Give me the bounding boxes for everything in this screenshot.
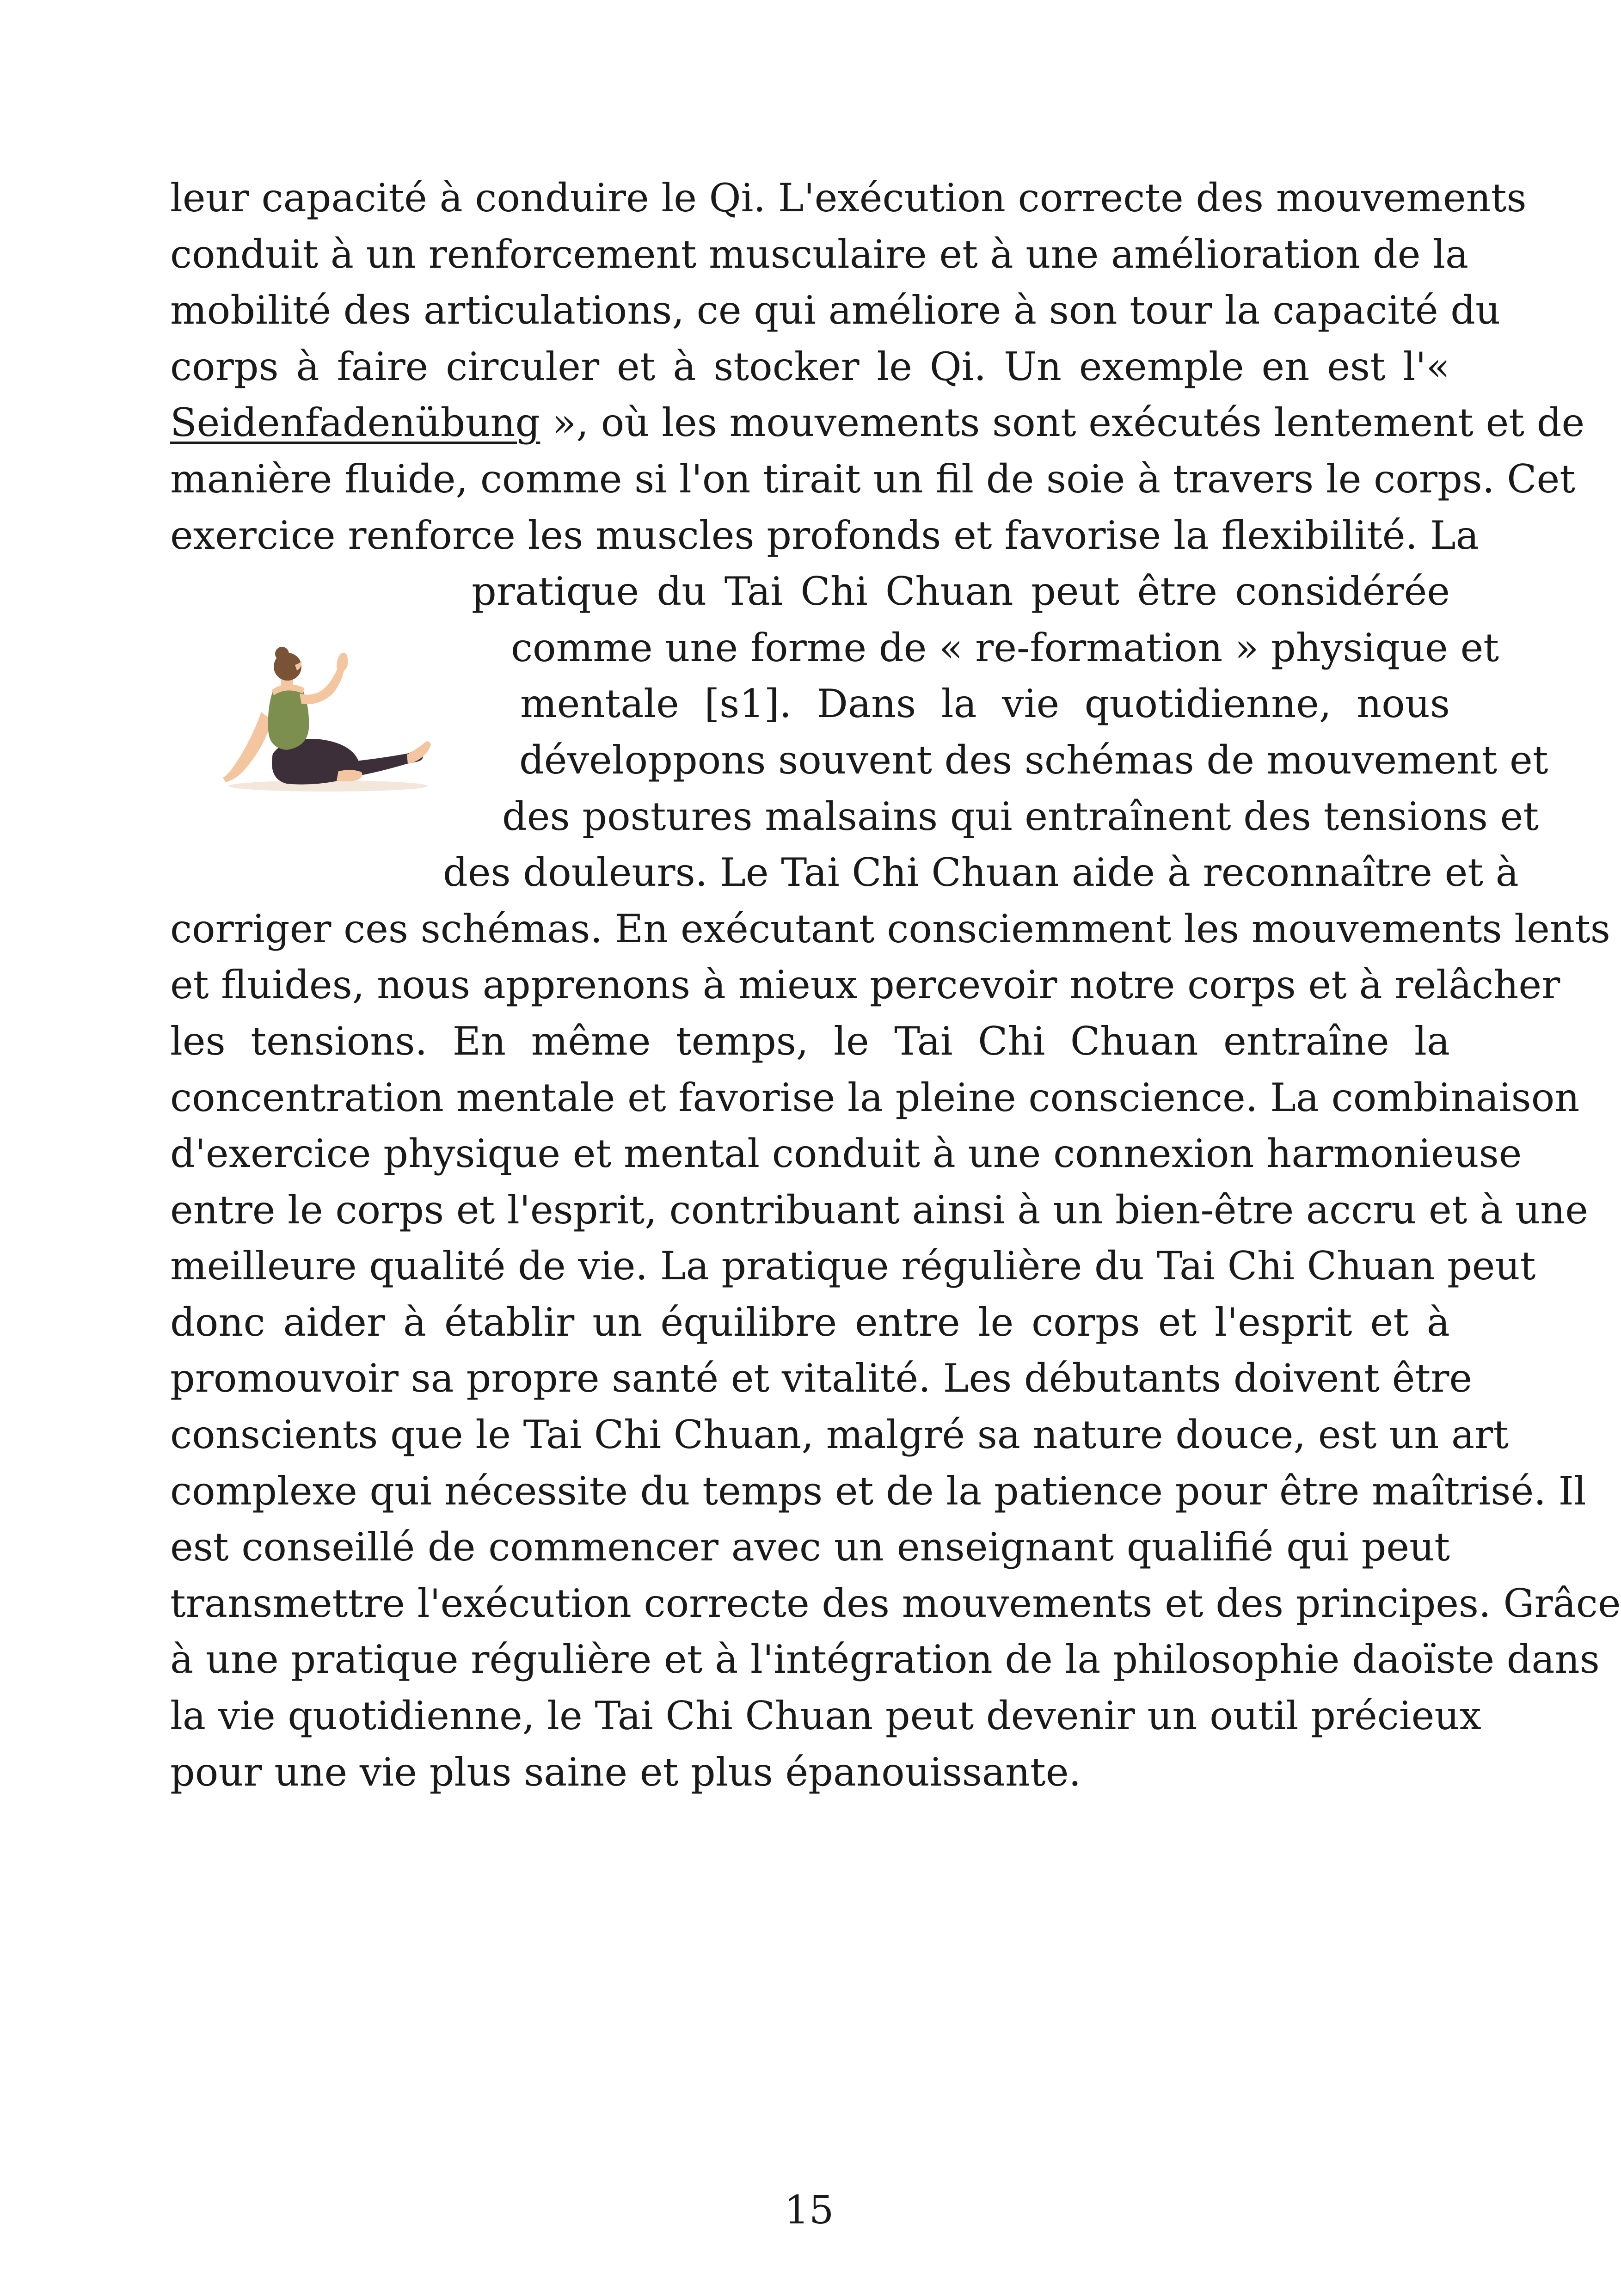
text-line: pratique du Tai Chi Chuan peut être considérée xyxy=(472,569,1450,614)
body-text xyxy=(170,170,1621,1800)
text-line: leur capacité à conduire le Qi. L'exécution correcte des mouvements xyxy=(170,175,1527,221)
text-line: pour une vie plus saine et plus épanouissante. xyxy=(170,1749,1081,1795)
seidenfaden-link[interactable]: Seidenfadenübung xyxy=(170,400,540,446)
text-line: mentale [s1]. Dans la vie quotidienne, nous xyxy=(520,681,1450,727)
text-line: conduit à un renforcement musculaire et à une amélioration de la xyxy=(170,231,1469,277)
text-line: complexe qui nécessite du temps et de la patience pour être maîtrisé. Il xyxy=(170,1468,1586,1514)
text-line: donc aider à établir un équilibre entre le corps et l'esprit et à xyxy=(170,1299,1450,1345)
text-line: des douleurs. Le Tai Chi Chuan aide à reconnaître et à xyxy=(443,850,1519,896)
text-line: est conseillé de commencer avec un enseignant qualifié qui peut xyxy=(170,1524,1450,1570)
text-line: manière fluide, comme si l'on tirait un fil de soie à travers le corps. Cet xyxy=(170,456,1575,502)
text-line: mobilité des articulations, ce qui améliore à son tour la capacité du xyxy=(170,288,1501,333)
text-line xyxy=(170,395,1585,451)
text-line: corriger ces schémas. En exécutant consciemment les mouvements lents xyxy=(170,906,1610,952)
text-line: entre le corps et l'esprit, contribuant ainsi à un bien-être accru et à une xyxy=(170,1187,1588,1233)
text-line: la vie quotidienne, le Tai Chi Chuan peut devenir un outil précieux xyxy=(170,1693,1481,1739)
text-line: les tensions. En même temps, le Tai Chi Chuan entraîne la xyxy=(170,1018,1450,1064)
text-line: concentration mentale et favorise la pleine conscience. La combinaison xyxy=(170,1074,1580,1120)
text-line: corps à faire circuler et à stocker le Qi. Un exemple en est l'« xyxy=(170,344,1450,389)
text-line: exercice renforce les muscles profonds et favorise la flexibilité. La xyxy=(170,512,1479,558)
seated-twist-figure-icon xyxy=(217,647,439,800)
text-line: développons souvent des schémas de mouvement et xyxy=(519,737,1548,783)
page-number: 15 xyxy=(784,2187,834,2233)
text-line: transmettre l'exécution correcte des mouvements et des principes. Grâce xyxy=(170,1580,1621,1626)
text-line: meilleure qualité de vie. La pratique régulière du Tai Chi Chuan peut xyxy=(170,1243,1536,1289)
text-line: conscients que le Tai Chi Chuan, malgré sa nature douce, est un art xyxy=(170,1412,1509,1458)
text-line: et fluides, nous apprenons à mieux percevoir notre corps et à relâcher xyxy=(170,962,1560,1008)
text-line-rest: », où les mouvements sont exécutés lentement et de xyxy=(540,400,1585,446)
text-line: promouvoir sa propre santé et vitalité. Les débutants doivent être xyxy=(170,1356,1473,1401)
text-line: des postures malsains qui entraînent des tensions et xyxy=(502,793,1539,839)
text-line: comme une forme de « re-formation » physique et xyxy=(511,625,1499,670)
text-line: d'exercice physique et mental conduit à une connexion harmonieuse xyxy=(170,1131,1522,1177)
text-line: à une pratique régulière et à l'intégration de la philosophie daoïste dans xyxy=(170,1637,1600,1682)
